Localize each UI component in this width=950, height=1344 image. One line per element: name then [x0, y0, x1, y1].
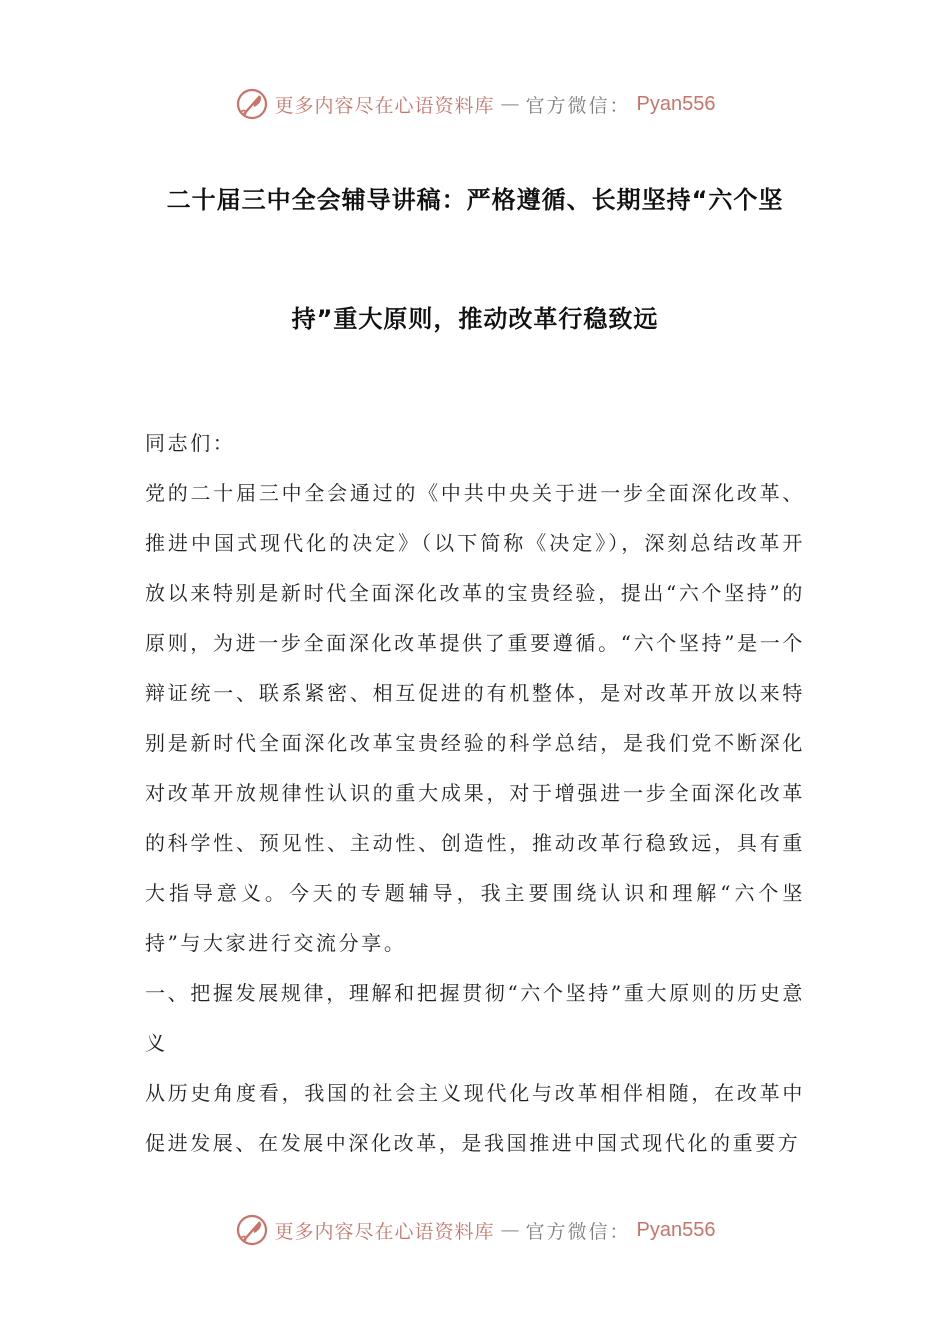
watermark-wechat-id: Pyan556: [636, 1218, 716, 1241]
watermark-wechat-id: Pyan556: [636, 92, 716, 115]
watermark-separator: —: [500, 93, 520, 115]
paragraph-history: 从历史角度看，我国的社会主义现代化与改革相伴相随，在改革中促进发展、在发展中深化改革，是我国推进中国式现代化的重要方: [145, 1081, 805, 1155]
watermark-text: 更多内容尽在心语资料库: [274, 94, 495, 117]
watermark-official-label: 官方微信：: [525, 94, 631, 117]
greeting: 同志们：: [145, 431, 236, 455]
document-title-line-2: 持”重大原则，推动改革行稳致远: [291, 305, 659, 333]
header-watermark: [0, 84, 950, 124]
document-title-line-1: 二十届三中全会辅导讲稿：严格遵循、长期坚持“六个坚: [166, 186, 784, 214]
footer-watermark: [0, 1210, 950, 1250]
quill-logo-icon: [235, 87, 269, 121]
section-heading-1: 一、把握发展规律，理解和把握贯彻“六个坚持”重大原则的历史意义: [145, 981, 805, 1055]
paragraph-intro: 党的二十届三中全会通过的《中共中央关于进一步全面深化改革、推进中国式现代化的决定》（以下简称《决定》），深刻总结改革开放以来特别是新时代全面深化改革的宝贵经验，提出“六个坚持”的原则，为进一步全面深化改革提供了重要遵循。“六个坚持”是一个辩证统一、联系紧密、相互促进的有机整体，是对改革开放以来特别是新时代全面深化改革宝贵经验的科学总结，是我们党不断深化对改革开放规律性认识的重大成果，对于增强进一步全面深化改革的科学性、预见性、主动性、创造性，推动改革行稳致远，具有重大指导意义。今天的专题辅导，我主要围绕认识和理解“六个坚持”与大家进行交流分享。: [145, 481, 805, 955]
watermark-separator: —: [500, 1219, 520, 1241]
watermark-text: 更多内容尽在心语资料库: [274, 1220, 495, 1243]
document-body: [145, 418, 805, 1168]
quill-logo-icon: [235, 1213, 269, 1247]
watermark-official-label: 官方微信：: [525, 1220, 631, 1243]
